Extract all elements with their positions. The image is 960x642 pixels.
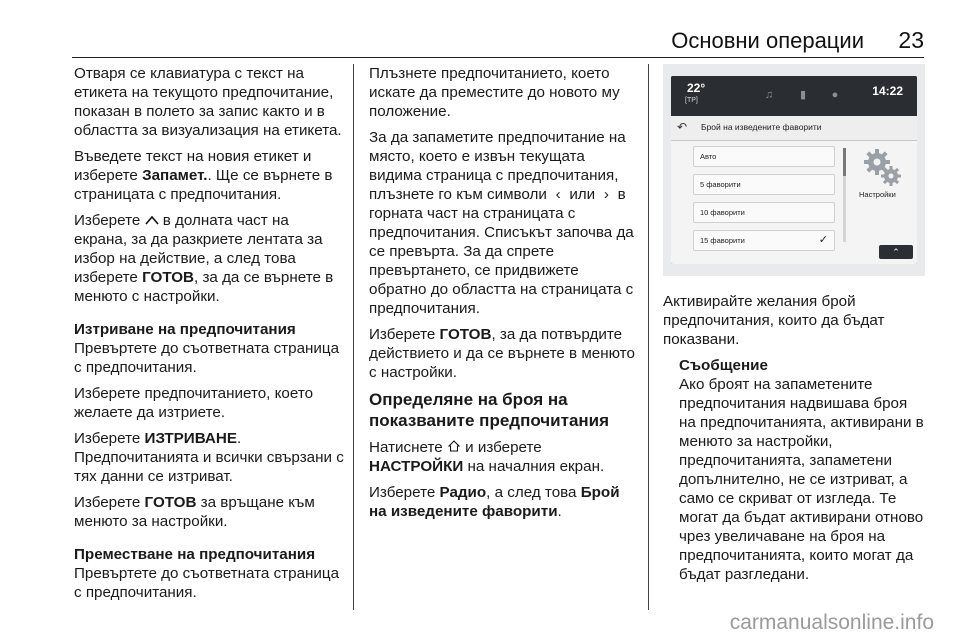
tp-indicator: [TP] xyxy=(685,97,698,104)
note-box xyxy=(679,356,927,584)
favourites-count-list xyxy=(693,146,835,258)
paragraph: Изберете Радио, а след това Брой на изведените фаворити. xyxy=(369,484,620,520)
checkmark-icon: ✓ xyxy=(818,234,828,246)
status-bar xyxy=(671,76,917,116)
infotainment-screenshot xyxy=(663,64,925,276)
phone-icon[interactable]: ▮ xyxy=(799,89,807,101)
section-heading: Преместване на предпочитания xyxy=(74,546,316,563)
display-frame xyxy=(671,76,917,264)
chevron-left-icon: ‹ xyxy=(555,186,561,203)
section-heading: Определяне на броя на показваните предпочитания xyxy=(369,390,610,430)
temperature: 22° xyxy=(687,81,706,95)
paragraph: Изберете в долната част на екрана, за да разкриете лентата за избор на действие, а след това изберете ГОТОВ, за да се върнете в менюто с настройки. xyxy=(74,212,334,305)
settings-panel xyxy=(671,116,917,264)
page-title: Основни операции xyxy=(671,28,864,53)
paragraph: Натиснете и изберете НАСТРОЙКИ на началния екран. xyxy=(369,439,605,475)
back-icon[interactable]: ↶ xyxy=(677,120,688,134)
page-header xyxy=(0,0,960,58)
column-divider-2 xyxy=(648,64,649,610)
paragraph: Въведете текст на новия етикет и изберете Запамет.. Ще се върнете в страницата с предпочитания. xyxy=(74,148,333,203)
panel-titlebar xyxy=(671,116,917,141)
settings-label: Настройки xyxy=(859,190,896,199)
paragraph: Изберете ИЗТРИВАНЕ. Предпочитанията и всички свързани с тях данни се изтриват. xyxy=(74,430,344,485)
note-text: Ако броят на запаметените предпочитания надвишава броя на предпочитанията, активирани в менюто за настройки, предпочитанията, запаметени допълнително, не се изтриват, а само се скриват от изгледа. Те могат да бъдат активирани отново чрез увеличаване на броя на предпочитанията, които могат да бъдат разгледани. xyxy=(679,376,924,583)
chevron-up-button[interactable]: ⌃ xyxy=(879,245,913,259)
paragraph: За да запаметите предпочитание на място, което е извън текущата видима страница с предпочитания, плъзнете го към символи ‹ или › в горната част на страницата с предпочитания. Списъкът започва да се превърта. За да спрете превъртането, се придвижете обратно до областта на страницата с предпочитания. xyxy=(369,129,634,317)
paragraph: Плъзнете предпочитанието, което искате да преместите до новото му положение. xyxy=(369,65,620,120)
header-divider xyxy=(72,57,924,58)
page-number: 23 xyxy=(898,27,924,53)
paragraph: Превъртете до съответната страница с предпочитания. xyxy=(74,565,340,601)
panel-title: Брой на изведените фаворити xyxy=(701,122,822,132)
paragraph: Изберете ГОТОВ за връщане към менюто за настройки. xyxy=(74,494,315,530)
watermark: carmanualsonline.info xyxy=(729,611,934,634)
paragraph: Активирайте желания брой предпочитания, които да бъдат показвани. xyxy=(663,293,885,348)
chevron-right-icon: › xyxy=(603,186,609,203)
list-item[interactable]: Авто xyxy=(693,146,835,167)
home-icon xyxy=(447,438,461,457)
column-divider-1 xyxy=(353,64,354,610)
column-2 xyxy=(369,64,639,528)
list-item[interactable]: 15 фаворити ✓ xyxy=(693,230,835,251)
column-3 xyxy=(663,292,927,591)
list-item[interactable]: 10 фаворити xyxy=(693,202,835,223)
paragraph: Изберете ГОТОВ, за да потвърдите действието и да се върнете в менюто с настройки. xyxy=(369,326,635,381)
paragraph: Превъртете до съответната страница с предпочитания. xyxy=(74,340,340,376)
column-1 xyxy=(74,64,346,609)
list-item[interactable]: 5 фаворити xyxy=(693,174,835,195)
clock: 14:22 xyxy=(872,84,903,98)
section-heading: Изтриване на предпочитания xyxy=(74,321,296,338)
gear-icon[interactable] xyxy=(861,146,905,190)
chevron-up-icon xyxy=(145,211,159,230)
paragraph: Отваря се клавиатура с текст на етикета на текущото предпочитание, показан в полето за запис както и в областта за визуализация на етикета. xyxy=(74,65,342,139)
info-icon[interactable]: ● xyxy=(831,89,839,101)
music-icon[interactable]: ♫ xyxy=(764,89,774,101)
paragraph: Изберете предпочитанието, което желаете да изтриете. xyxy=(74,385,314,421)
note-heading: Съобщение xyxy=(679,357,768,374)
scrollbar-thumb[interactable] xyxy=(843,148,846,176)
scrollbar[interactable] xyxy=(843,148,846,242)
